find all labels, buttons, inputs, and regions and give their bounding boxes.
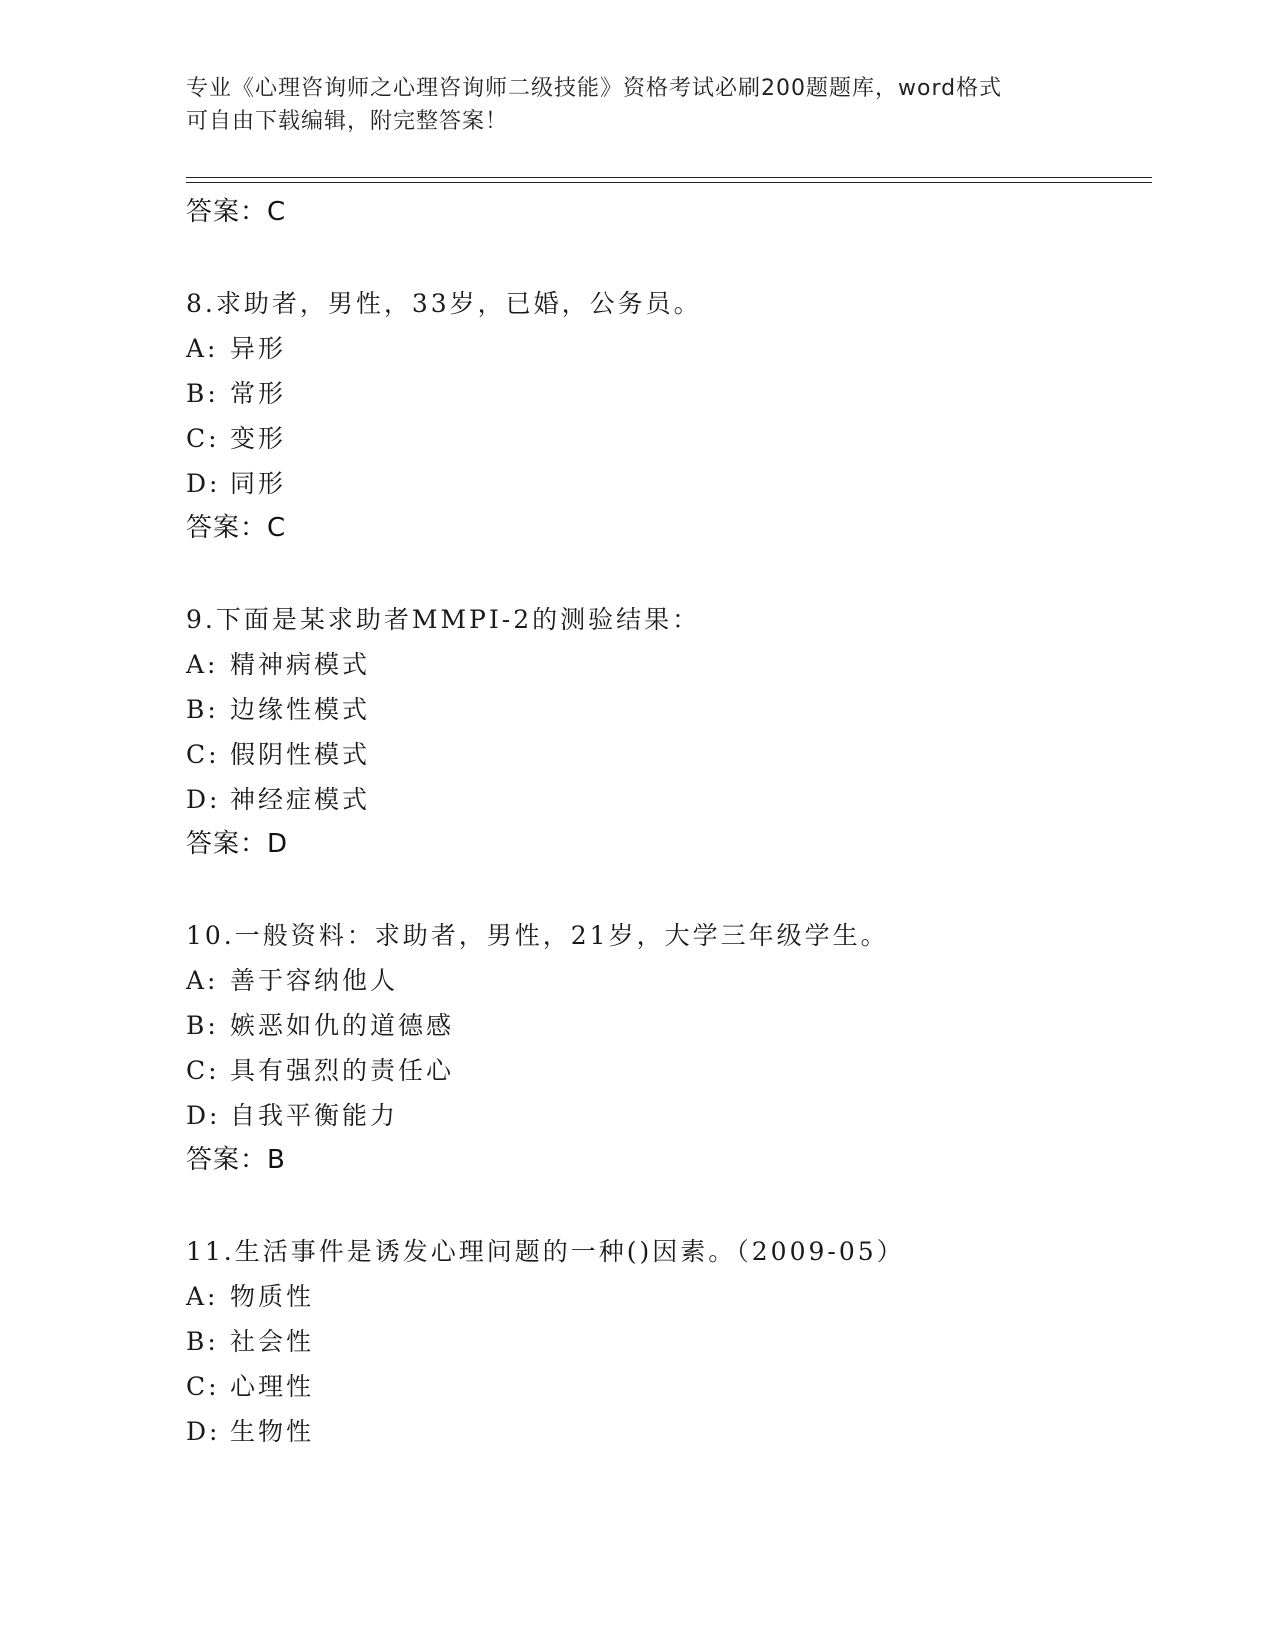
option-letter: C: bbox=[186, 740, 220, 769]
option-b bbox=[186, 371, 1146, 416]
question-10 bbox=[186, 913, 1146, 1183]
option-letter: C: bbox=[186, 1372, 220, 1401]
option-letter: B: bbox=[186, 1011, 219, 1040]
option-d bbox=[186, 777, 1146, 822]
answer-line: 答案：D bbox=[186, 829, 289, 859]
header-rule-bottom bbox=[186, 182, 1152, 183]
option-c bbox=[186, 1048, 1146, 1093]
option-text: 假阴性模式 bbox=[230, 740, 371, 769]
option-text: 具有强烈的责任心 bbox=[230, 1056, 455, 1085]
option-text: 异形 bbox=[230, 334, 287, 363]
option-b bbox=[186, 687, 1146, 732]
question-title: 9.下面是某求助者MMPI-2的测验结果： bbox=[186, 605, 701, 634]
header-line-1: 专业《心理咨询师之心理咨询师二级技能》资格考试必刷200题题库，word格式 bbox=[186, 76, 1003, 101]
option-letter: C: bbox=[186, 1056, 220, 1085]
option-d bbox=[186, 461, 1146, 506]
option-text: 自我平衡能力 bbox=[230, 1101, 399, 1130]
option-c bbox=[186, 1364, 1146, 1409]
option-letter: A: bbox=[186, 1282, 219, 1311]
option-text: 神经症模式 bbox=[230, 785, 371, 814]
option-text: 心理性 bbox=[230, 1372, 315, 1401]
option-letter: B: bbox=[186, 379, 219, 408]
option-a bbox=[186, 326, 1146, 371]
option-letter: B: bbox=[186, 695, 219, 724]
question-8 bbox=[186, 281, 1146, 551]
option-text: 生物性 bbox=[230, 1417, 315, 1446]
option-d bbox=[186, 1093, 1146, 1138]
option-a bbox=[186, 642, 1146, 687]
option-a bbox=[186, 958, 1146, 1003]
option-letter: D: bbox=[186, 1417, 221, 1446]
option-letter: A: bbox=[186, 650, 219, 679]
option-text: 精神病模式 bbox=[230, 650, 371, 679]
option-letter: C: bbox=[186, 424, 220, 453]
option-text: 同形 bbox=[230, 469, 287, 498]
header-line-2: 可自由下载编辑，附完整答案！ bbox=[186, 109, 509, 134]
option-letter: A: bbox=[186, 966, 219, 995]
option-text: 嫉恶如仇的道德感 bbox=[230, 1011, 455, 1040]
option-text: 变形 bbox=[230, 424, 287, 453]
question-title: 8.求助者，男性，33岁，已婚，公务员。 bbox=[186, 289, 702, 318]
question-title: 11.生活事件是诱发心理问题的一种()因素。（2009-05） bbox=[186, 1237, 905, 1266]
question-title: 10.一般资料：求助者，男性，21岁，大学三年级学生。 bbox=[186, 921, 889, 950]
header-rule-top bbox=[186, 177, 1152, 178]
option-text: 物质性 bbox=[230, 1282, 315, 1311]
option-b bbox=[186, 1003, 1146, 1048]
answer-line: 答案：C bbox=[186, 513, 287, 543]
option-text: 常形 bbox=[230, 379, 287, 408]
option-letter: D: bbox=[186, 785, 221, 814]
option-text: 社会性 bbox=[230, 1327, 315, 1356]
previous-answer: 答案：C bbox=[186, 197, 287, 227]
option-letter: D: bbox=[186, 1101, 221, 1130]
option-a bbox=[186, 1274, 1146, 1319]
option-letter: B: bbox=[186, 1327, 219, 1356]
option-text: 善于容纳他人 bbox=[230, 966, 399, 995]
question-11 bbox=[186, 1229, 1146, 1454]
option-letter: D: bbox=[186, 469, 221, 498]
option-text: 边缘性模式 bbox=[230, 695, 371, 724]
option-b bbox=[186, 1319, 1146, 1364]
option-c bbox=[186, 732, 1146, 777]
question-list bbox=[186, 190, 1146, 1454]
question-9 bbox=[186, 597, 1146, 867]
answer-line: 答案：B bbox=[186, 1145, 286, 1175]
option-letter: A: bbox=[186, 334, 219, 363]
option-d bbox=[186, 1409, 1146, 1454]
document-header bbox=[186, 72, 1086, 138]
option-c bbox=[186, 416, 1146, 461]
